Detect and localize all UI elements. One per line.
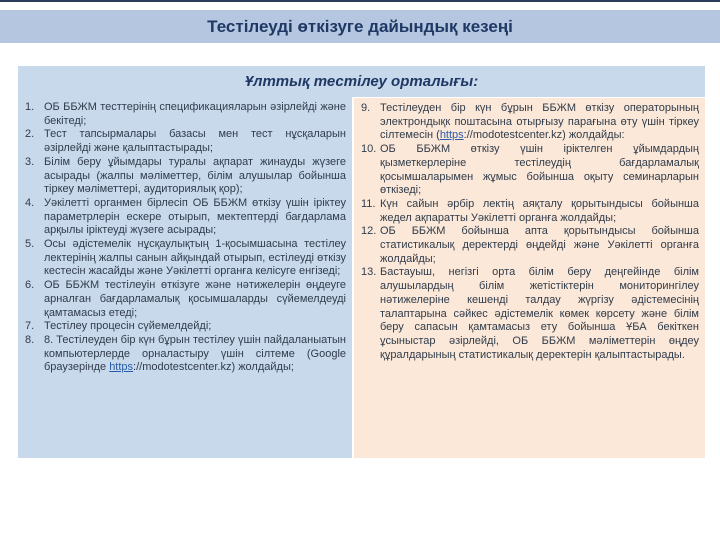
table-body [18, 97, 705, 458]
item-number: 6. [25, 279, 35, 292]
item-text-before-link: 8. Тестілеуден бір күн бұрын тестілеу үшін пайдаланыатын компьютерлерде орналастыру үшін сілтеме (Google браузерінде [44, 333, 347, 374]
list-item-9 [358, 102, 699, 143]
item-text: Білім беру ұйымдары туралы ақпарат жинауды жүзеге асырады (жалпы мәліметтер, білім алушылар бойынша тіркеу мәліметтері, аудиториялық қор); [44, 155, 346, 196]
list-item-3 [22, 156, 346, 197]
item-text: Уәкілетті органмен бірлесіп ОБ ББЖМ өткізу үшін іріктеу параметрлерін ескере отырып, мектептерді бағдарлама арқылы іріктеуді жүзеге асырады; [44, 196, 346, 237]
item-number: 4. [25, 196, 35, 209]
item-number: 11. [361, 197, 376, 210]
item-text-after-link: ://modotestcenter.kz) жолдайды; [133, 361, 294, 374]
item-number: 9. [361, 102, 371, 114]
item-number: 10. [361, 143, 377, 156]
item-text: ОБ ББЖМ тесттерінің спецификацияларын әзірлейді және бекітеді; [44, 101, 346, 127]
list-item-1 [22, 101, 346, 128]
list-item-12 [358, 225, 699, 266]
item-text: ОБ ББЖМ өткізу үшін іріктелген ұйымдардың қызметкерлеріне тестілеудің бағдарламалық қосымшаларымен жұмыс бойынша оқыту семинарларын өткізеді; [380, 143, 699, 197]
item-number: 12. [361, 225, 377, 238]
item-number: 5. [25, 238, 35, 251]
left-column [18, 97, 352, 458]
right-column [352, 97, 705, 458]
list-item-10 [358, 143, 699, 198]
item-text-after-link: ://modotestcenter.kz) жолдайды: [463, 129, 625, 142]
table-header [18, 66, 705, 97]
item-number: 13. [361, 266, 377, 279]
item-text: Осы әдістемелік нұсқаулықтың 1-қосымшасына тестілеу лектерінің жалпы санын айқындай отырып, естілеуді өткізу кестесін жасайды және Уәкілетті органға келісуге енгізеді; [44, 238, 346, 278]
item-text: Күн сайын әрбір лектің аяқталу қорытындысы бойынша жедел ақпаратты Уәкілетті органға жолдайды; [380, 197, 699, 224]
modotestcenter-link[interactable]: https [439, 129, 464, 142]
item-number: 7. [25, 320, 35, 333]
item-text: Бастауыш, негізгі орта білім беру деңгейінде білім алушылардың білім жетістіктерін мониторингілеу нәтижелеріне кешенді талдау жүргізу әдістемесінің талаптарына сәйкес әдістемелік көмек көрсету және білім беру сапасын қамтамасыз ету бойынша ҰБА бекіткен ұсыныстар әзірлейді, ОБ ББЖМ мәліметтерін өңдеу құралдарының статистикалық деректерін қалыптастырады. [380, 266, 699, 361]
list-item-11 [358, 198, 699, 225]
list-item-2 [22, 128, 346, 155]
item-text: Тест тапсырмалары базасы мен тест нұсқаларын әзірлейді және қалыптастырады; [44, 128, 346, 155]
list-item-5 [22, 238, 346, 279]
item-number: 3. [25, 155, 35, 168]
list-item-13 [358, 266, 699, 362]
list-item-4 [22, 197, 346, 238]
item-number: 8. [25, 333, 35, 346]
list-item-6 [22, 279, 346, 320]
slide-title: Тестілеуді өткізуге дайындық кезеңі [207, 16, 513, 36]
table-header-text: Ұлттық тестілеу орталығы: [244, 73, 479, 90]
item-number: 1. [25, 101, 35, 113]
list-item-8 [22, 334, 346, 375]
slide-title-banner [0, 10, 720, 43]
item-text [380, 102, 699, 143]
item-text: Тестілеу процесін сүйемелдейді; [44, 320, 212, 333]
item-text: ОБ ББЖМ тестілеуін өткізуге және нәтижелерін өңдеуге арналған бағдарламалық қосымшаларды сүйемелдеуді қамтамасыз етеді; [44, 279, 346, 319]
top-border-line [0, 0, 720, 2]
item-text: ОБ ББЖМ бойынша апта қорытындысы бойынша статистикалық деректерді өңдейді және Уәкілетті органға жолдайды; [380, 225, 699, 265]
list-item-7 [22, 320, 346, 334]
item-text [44, 334, 346, 375]
modotestcenter-link[interactable]: https [109, 361, 134, 374]
item-text-before-link: Тестілеуден бір күн бұрын ББЖМ өткізу операторының электрондықк поштасына отырғызу парағына өту үшін тіркеу сілтемесін ( [380, 102, 699, 142]
item-number: 2. [25, 128, 35, 141]
content-table [18, 66, 705, 458]
